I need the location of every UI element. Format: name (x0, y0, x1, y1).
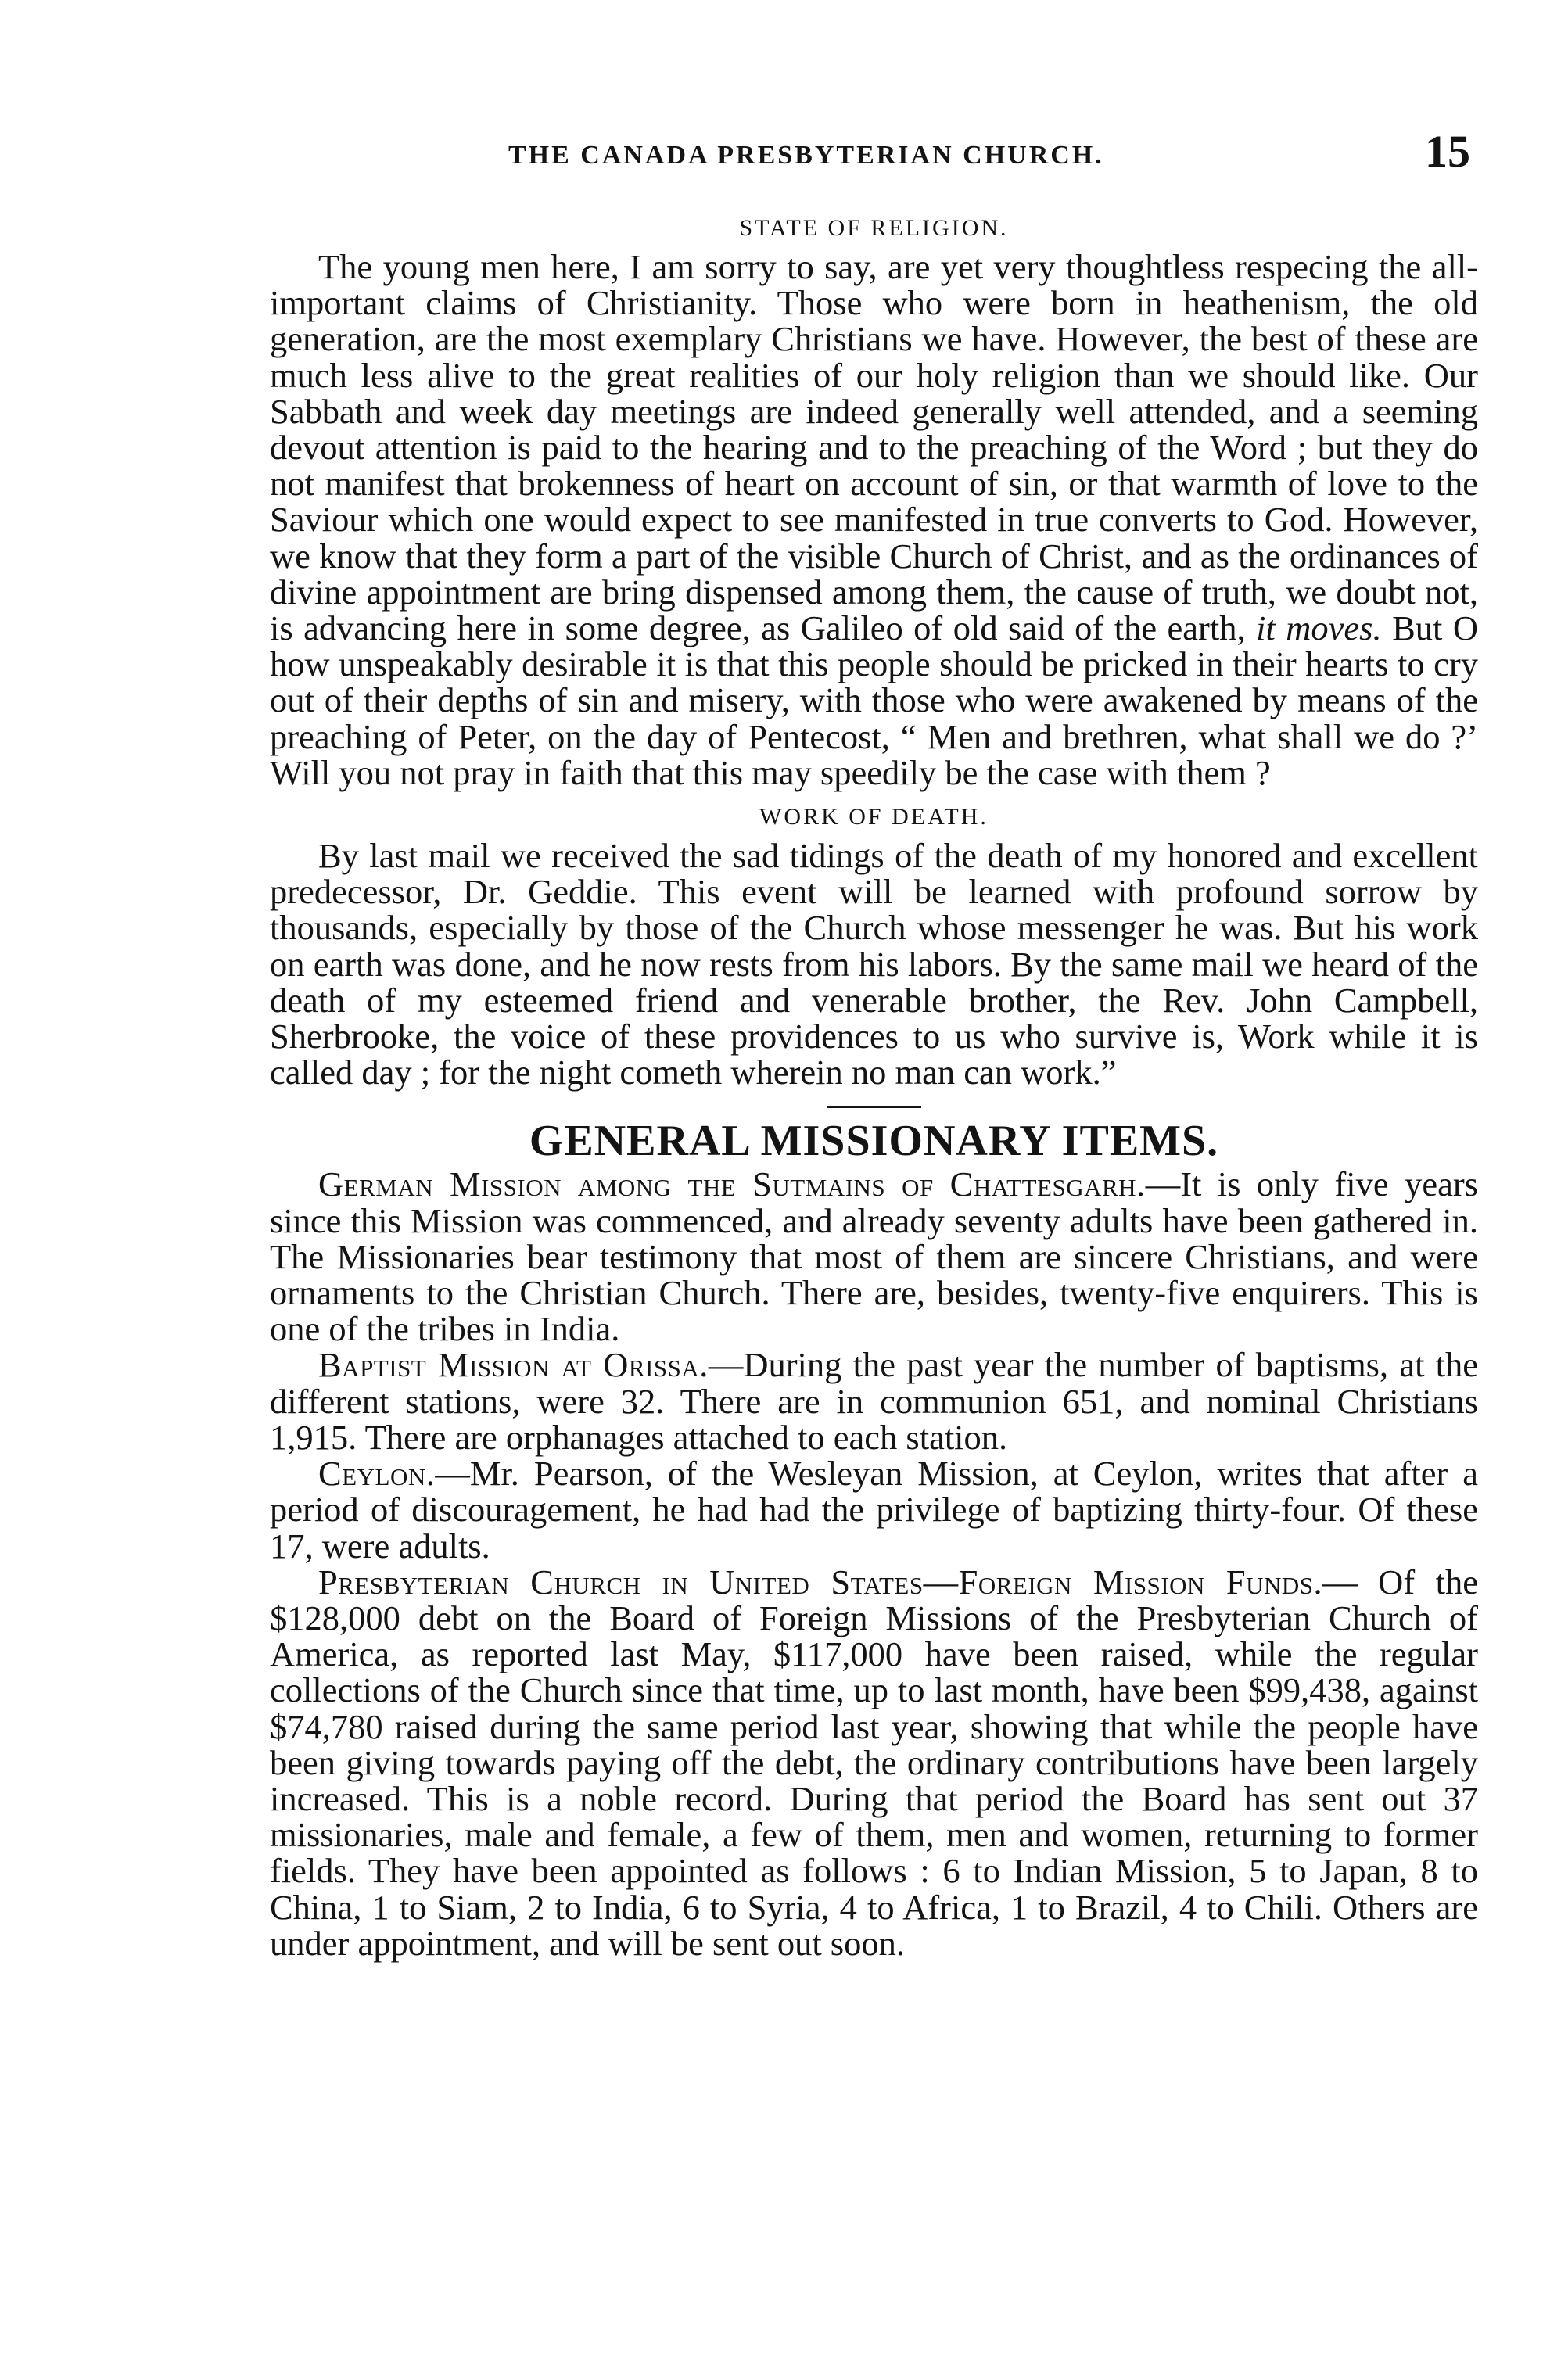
item-german-mission-head: German Mission among the Sutmains of Chattesgarh. (318, 1164, 1146, 1204)
state-of-religion-text-2: But O how unspeakably desirable it is that this people should be pricked in their hearts to cry out of their depths of sin and misery, with those who were awakened by means of the preaching of Peter, on the day of Pentecost, “ Men and brethren, what shall we do ?’ Will you not pray in faith that this may speedily be the case with them ? (270, 608, 1478, 792)
text-column (270, 213, 1478, 1961)
running-title: THE CANADA PRESBYTERIAN CHURCH. (508, 141, 1104, 170)
item-ceylon-body: —Mr. Pearson, of the Wesleyan Mission, at Ceylon, writes that after a period of discouragement, he had had the privilege of baptizing thirty-four. Of these 17, were adults. (270, 1454, 1478, 1566)
page-number: 15 (1425, 126, 1470, 177)
state-of-religion-emphasis: it moves. (1256, 608, 1382, 648)
item-ceylon-head: Ceylon. (318, 1454, 436, 1494)
section-divider (827, 1106, 921, 1108)
state-of-religion-text-1: The young men here, I am sorry to say, are yet very thoughtless respecing the all-important claims of Christianity. Those who were born in heathenism, the old generation, are the most exemplary Christians we have. However, the best of these are much less alive to the great realities of our holy religion than we should like. Our Sabbath and week day meetings are indeed generally well attended, and a seeming devout attention is paid to the hearing and to the preaching of the Word ; but they do not manifest that brokenness of heart on account of sin, or that warmth of love to the Saviour which one would expect to see manifested in true converts to God. However, we know that they form a part of the visible Church of Christ, and as the ordinances of divine appointment are bring dispensed among them, the cause of truth, we doubt not, is advancing here in some degree, as Galileo of old said of the earth, (270, 247, 1478, 648)
item-presbyterian-funds-body: — Of the $128,000 debt on the Board of Foreign Missions of the Presbyterian Church of America, as reported last May, $117,000 have been raised, while the regular collections of the Church since that time, up to last month, have been $99,438, against $74,780 raised during the same period last year, showing that while the people have been giving towards paying off the debt, the ordinary contributions have been largely increased. This is a noble record. During that period the Board has sent out 37 missionaries, male and female, a few of them, men and women, returning to former fields. They have been appointed as follows : 6 to Indian Mission, 5 to Japan, 8 to China, 1 to Siam, 2 to India, 6 to Syria, 4 to Africa, 1 to Brazil, 4 to Chili. Others are under appointment, and will be sent out soon. (270, 1562, 1479, 1963)
item-presbyterian-funds (270, 1564, 1478, 1961)
work-of-death-paragraph: By last mail we received the sad tidings of the death of my honored and excellent predecessor, Dr. Geddie. This event will be learned with profound sorrow by thousands, especially by those of the Church whose messenger he was. But his work on earth was done, and he now rests from his labors. By the same mail we heard of the death of my esteemed friend and venerable brother, the Rev. John Campbell, Sherbrooke, the voice of these providences to us who survive is, Work while it is called day ; for the night cometh wherein no man can work.” (270, 836, 1478, 1092)
general-missionary-items-title: GENERAL MISSIONARY ITEMS. (529, 1117, 1219, 1166)
item-german-mission (270, 1166, 1478, 1347)
item-baptist-mission-body: —During the past year the number of baptisms, at the different stations, were 32. There are in communion 651, and nominal Christians 1,915. There are orphanages attached to each station. (270, 1345, 1478, 1457)
item-baptist-mission (270, 1347, 1478, 1455)
item-baptist-mission-head: Baptist Mission at Orissa. (318, 1345, 709, 1385)
item-presbyterian-funds-head: Presbyterian Church in United States—Foreign Mission Funds. (318, 1562, 1323, 1602)
item-ceylon (270, 1455, 1478, 1564)
state-of-religion-heading: STATE OF RELIGION. (739, 215, 1009, 241)
state-of-religion-paragraph (270, 249, 1478, 791)
running-head (274, 125, 1486, 180)
work-of-death-heading: WORK OF DEATH. (759, 804, 989, 830)
item-german-mission-body: —It is only five years since this Mission was commenced, and already seventy adults have been gathered in. The Missionaries bear testimony that most of them are sincere Christians, and were ornaments to the Christian Church. There are, besides, twenty-five enquirers. This is one of the tribes in India. (270, 1164, 1478, 1349)
